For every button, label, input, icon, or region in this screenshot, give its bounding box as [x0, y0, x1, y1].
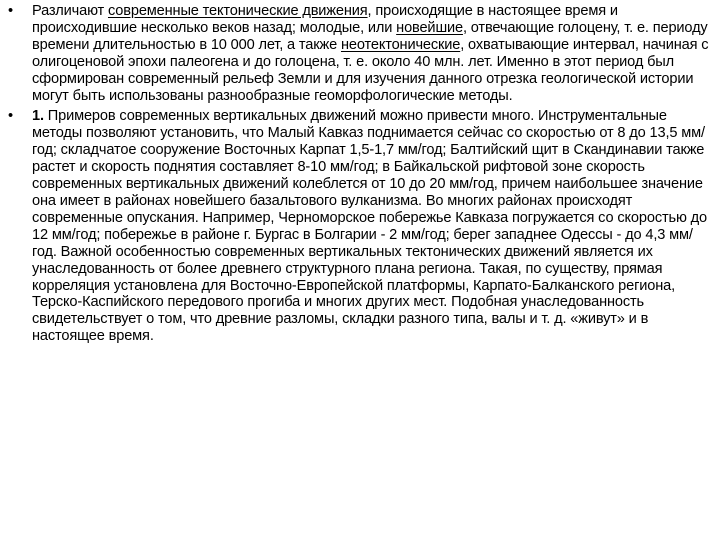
- term-newest: новейшие: [396, 19, 463, 36]
- item-number: 1.: [32, 108, 44, 125]
- paragraph-text: [32, 3, 708, 104]
- bullet-list: [8, 3, 712, 345]
- text-segment: , происходящие в настоящее время и происходившие несколько веков назад; молодые, или: [32, 3, 618, 36]
- bullet-dot: •: [8, 108, 13, 125]
- text-segment: , охватывающие интервал, начиная с олигоценовой эпохи палеогена и до голоцена, т. е. около 40 млн. лет. Именно в этот период был сформирован современный рельеф Земли и для изучения данного отрезка геологической истории могут быть использованы разнообразные геоморфологические методы.: [32, 36, 709, 104]
- term-modern-movements: современные тектонические движения: [107, 3, 368, 19]
- text-segment: , отвечающие голоцену, т. е. периоду времени длительностью в 10 000 лет, а также: [32, 19, 708, 53]
- bullet-dot: •: [8, 3, 13, 19]
- text-segment: Примеров современных вертикальных движений можно привести много. Инструментальные методы позволяют установить, что Малый Кавказ поднимается сейчас со скоростью от 8 до 13,5 мм/год; складчатое сооружение Восточных Карпат 1,5-1,7 мм/год; Балтийский щит в Скандинавии также растет и скорость поднятия составляет 8-10 мм/год; в Байкальской рифтовой зоне скорость современных вертикальных движений колеблется от 10 до 20 мм/год, причем наибольшее значение она имеет в районах новейшего базальтового вулканизма. Во многих районах происходят современные опускания. Например, Черноморское побережье Кавказа погружается со скоростью до 12 мм/год; побережье в районе г. Бургас в Болгарии - 2 мм/год; берег западнее Одессы - до 4,3 мм/год. Важной особенностью современных вертикальных тектонических движений является их унаследованность от более древнего структурного плана региона. Такая, по существу, прямая корреляция установлена для Восточно-Европейской платформы, Карпато-Балканского региона, Терско-Каспийского передового прогиба и многих других мест. Подобная унаследованность свидетельствует о том, что древние разломы, складки разного типа, валы и т. д. «живут» и в настоящее время.: [32, 108, 707, 345]
- bullet-item-tectonic-movements: [8, 3, 712, 104]
- paragraph-text: [32, 108, 707, 344]
- bullet-item-vertical-movements: [8, 108, 712, 345]
- term-neotectonic: неотектонические: [340, 36, 461, 53]
- text-segment: Различают: [32, 3, 108, 19]
